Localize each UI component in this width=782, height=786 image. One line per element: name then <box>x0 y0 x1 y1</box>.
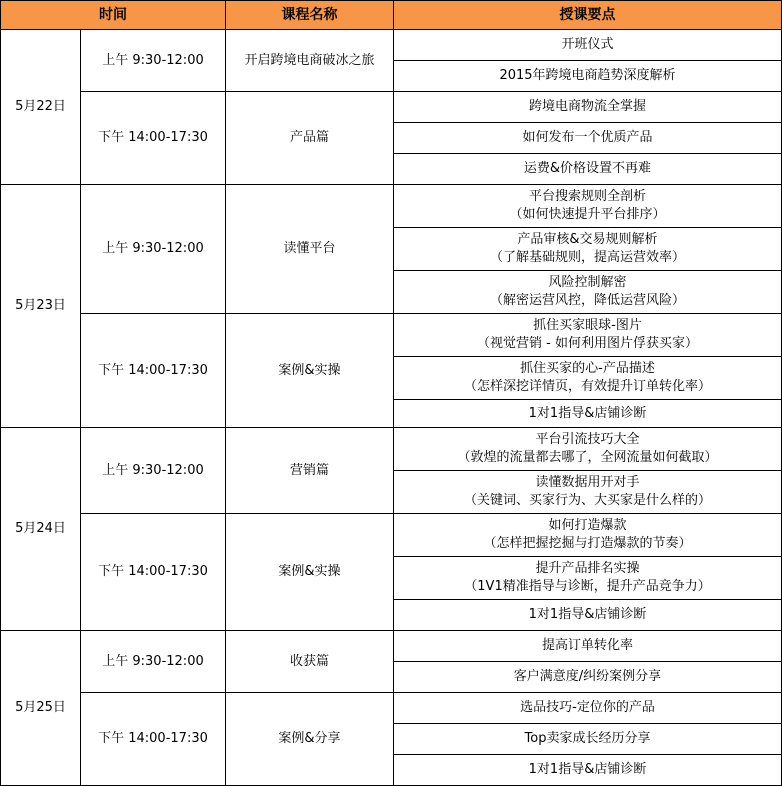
point-cell <box>394 428 782 471</box>
time-cell: 上午 9:30-12:00 <box>81 631 226 693</box>
course-cell: 案例&分享 <box>226 693 394 786</box>
point-title: 1对1指导&店铺诊断 <box>528 607 647 622</box>
point-subtitle: （如何快速提升平台排序） <box>509 207 666 222</box>
course-cell: 案例&实操 <box>226 514 394 631</box>
point-title: 平台搜索规则全剖析 <box>528 189 646 204</box>
date-cell: 5月22日 <box>1 30 81 185</box>
table-row <box>1 693 782 724</box>
date-cell: 5月24日 <box>1 428 81 631</box>
table-row <box>1 514 782 557</box>
point-cell <box>394 755 782 786</box>
point-title: 提升产品排名实操 <box>535 561 640 576</box>
point-cell <box>394 662 782 693</box>
point-cell <box>394 471 782 514</box>
header-time: 时间 <box>1 1 226 30</box>
time-cell: 上午 9:30-12:00 <box>81 428 226 514</box>
header-row <box>1 1 782 30</box>
point-title: 1对1指导&店铺诊断 <box>528 405 647 421</box>
point-cell <box>394 314 782 357</box>
point-subtitle: （怎样深挖详情页，有效提升订单转化率） <box>463 379 711 394</box>
course-cell: 收获篇 <box>226 631 394 693</box>
point-cell <box>394 724 782 755</box>
course-cell: 读懂平台 <box>226 185 394 314</box>
point-subtitle: （了解基础规则，提高运营效率） <box>489 250 685 265</box>
point-title: 提高订单转化率 <box>541 638 633 653</box>
point-cell <box>394 631 782 662</box>
point-subtitle: （解密运营风控，降低运营风险） <box>489 293 685 308</box>
point-title: 1对1指导&店铺诊断 <box>528 762 647 777</box>
point-title: 抓住买家的心-产品描述 <box>520 361 655 376</box>
point-subtitle: （敦煌的流量都去哪了，全网流量如何截取） <box>457 450 718 465</box>
point-title: 运费&价格设置不再难 <box>523 161 652 176</box>
header-points: 授课要点 <box>394 1 782 30</box>
point-cell <box>394 228 782 271</box>
time-cell: 下午 14:00-17:30 <box>81 514 226 631</box>
point-cell <box>394 400 782 428</box>
table-row <box>1 30 782 61</box>
date-cell: 5月23日 <box>1 185 81 428</box>
point-title: 抓住买家眼球-图片 <box>533 318 642 333</box>
time-cell: 下午 14:00-17:30 <box>81 92 226 185</box>
point-subtitle: （视觉营销 - 如何利用图片俘获买家） <box>477 336 698 351</box>
point-title: 风险控制解密 <box>548 275 627 290</box>
header-course: 课程名称 <box>226 1 394 30</box>
course-cell: 开启跨境电商破冰之旅 <box>226 30 394 92</box>
point-cell <box>394 693 782 724</box>
point-cell <box>394 600 782 631</box>
point-title: 如何发布一个优质产品 <box>522 130 653 145</box>
table-row <box>1 631 782 662</box>
point-title: 产品审核&交易规则解析 <box>517 232 658 247</box>
course-cell: 营销篇 <box>226 428 394 514</box>
time-cell: 上午 9:30-12:00 <box>81 30 226 92</box>
time-cell: 下午 14:00-17:30 <box>81 314 226 428</box>
point-title: 2015年跨境电商趋势深度解析 <box>499 68 676 83</box>
course-cell: 案例&实操 <box>226 314 394 428</box>
point-subtitle: （怎样把握挖掘与打造爆款的节奏） <box>483 536 692 551</box>
time-cell: 下午 14:00-17:30 <box>81 693 226 786</box>
point-subtitle: （1V1精准指导与诊断，提升产品竞争力） <box>464 579 711 594</box>
point-title: 如何打造爆款 <box>548 518 627 533</box>
point-cell <box>394 61 782 92</box>
point-title: 读懂数据用开对手 <box>535 475 640 490</box>
point-title: 平台引流技巧大全 <box>535 432 640 447</box>
point-cell <box>394 271 782 314</box>
time-cell: 上午 9:30-12:00 <box>81 185 226 314</box>
point-cell <box>394 92 782 123</box>
table-row <box>1 314 782 357</box>
point-subtitle: （关键词、买家行为、大买家是什么样的） <box>463 493 711 508</box>
course-cell: 产品篇 <box>226 92 394 185</box>
point-title: 选品技巧-定位你的产品 <box>520 700 655 715</box>
point-cell <box>394 123 782 154</box>
point-cell <box>394 30 782 61</box>
point-title: Top卖家成长经历分享 <box>524 731 651 746</box>
point-cell <box>394 154 782 185</box>
point-cell <box>394 185 782 228</box>
table-row <box>1 185 782 228</box>
point-title: 跨境电商物流全掌握 <box>528 99 646 114</box>
table-row <box>1 428 782 471</box>
point-cell <box>394 357 782 400</box>
point-cell <box>394 557 782 600</box>
table-row <box>1 92 782 123</box>
point-cell <box>394 514 782 557</box>
point-title: 客户满意度/纠纷案例分享 <box>513 669 662 684</box>
point-title: 开班仪式 <box>561 37 614 52</box>
date-cell: 5月25日 <box>1 631 81 786</box>
